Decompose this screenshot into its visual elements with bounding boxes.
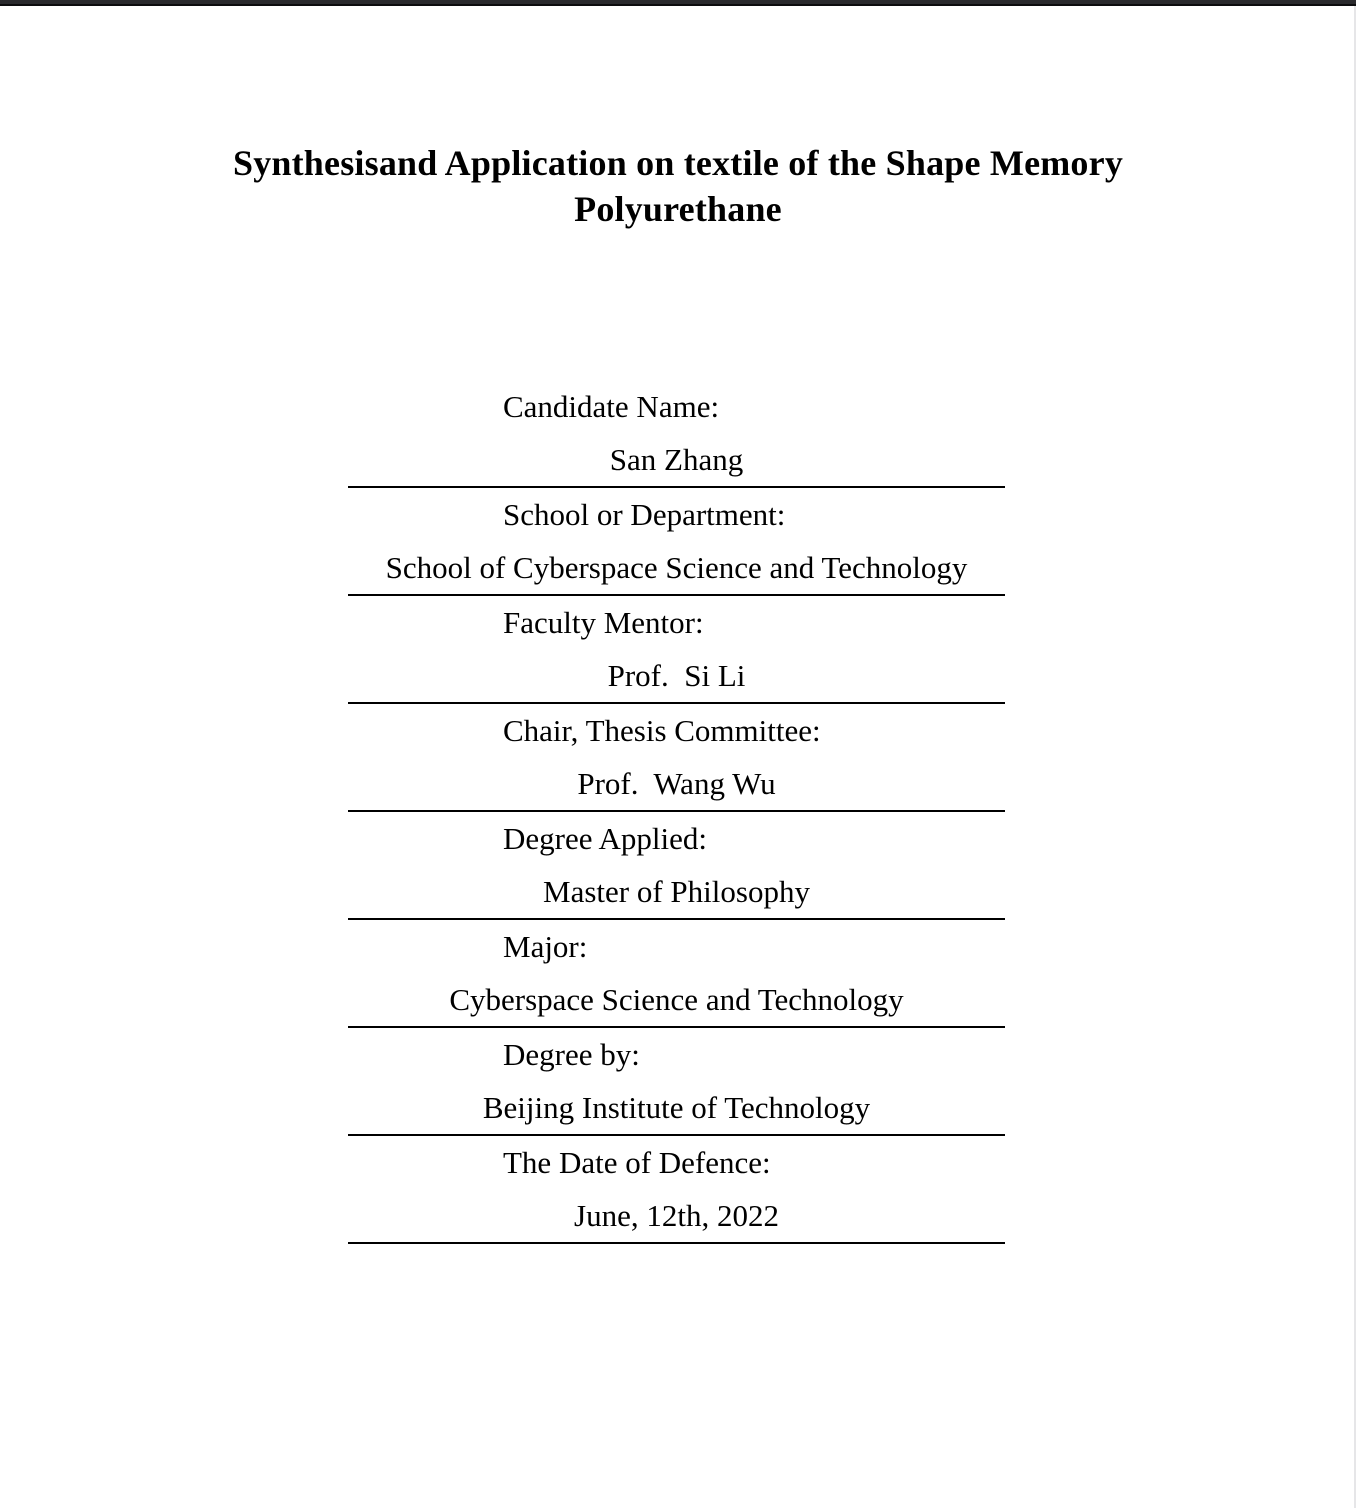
field-row-chair-thesis-committee — [348, 704, 1005, 812]
field-label: Degree Applied: — [503, 821, 708, 856]
window-top-bar — [0, 0, 1356, 6]
field-row-degree-applied — [348, 812, 1005, 920]
field-label: The Date of Defence: — [503, 1145, 771, 1180]
field-label: Major: — [503, 929, 588, 964]
field-label: Chair, Thesis Committee: — [503, 713, 821, 748]
field-row-school-or-department — [348, 488, 1005, 596]
thesis-title — [0, 140, 1356, 232]
field-row-major — [348, 920, 1005, 1028]
field-value: Beijing Institute of Technology — [482, 1090, 871, 1125]
field-label: Faculty Mentor: — [503, 605, 704, 640]
thesis-title-line1: Synthesisand Application on textile of the Shape Memory — [232, 143, 1124, 183]
field-label: School or Department: — [503, 497, 786, 532]
field-value: Prof. Wang Wu — [577, 766, 776, 801]
field-row-candidate-name — [348, 380, 1005, 488]
field-row-date-of-defence — [348, 1136, 1005, 1244]
thesis-title-line2: Polyurethane — [574, 189, 782, 229]
field-value: June, 12th, 2022 — [574, 1198, 779, 1233]
field-value: Master of Philosophy — [543, 874, 810, 909]
field-label: Degree by: — [503, 1037, 640, 1072]
field-label: Candidate Name: — [503, 389, 720, 424]
field-value: San Zhang — [609, 442, 744, 477]
field-row-faculty-mentor — [348, 596, 1005, 704]
field-row-degree-by — [348, 1028, 1005, 1136]
field-value: Prof. Si Li — [607, 658, 746, 693]
cover-fields — [348, 380, 1005, 1244]
field-value: Cyberspace Science and Technology — [449, 982, 904, 1017]
field-value: School of Cyberspace Science and Technology — [385, 550, 968, 585]
